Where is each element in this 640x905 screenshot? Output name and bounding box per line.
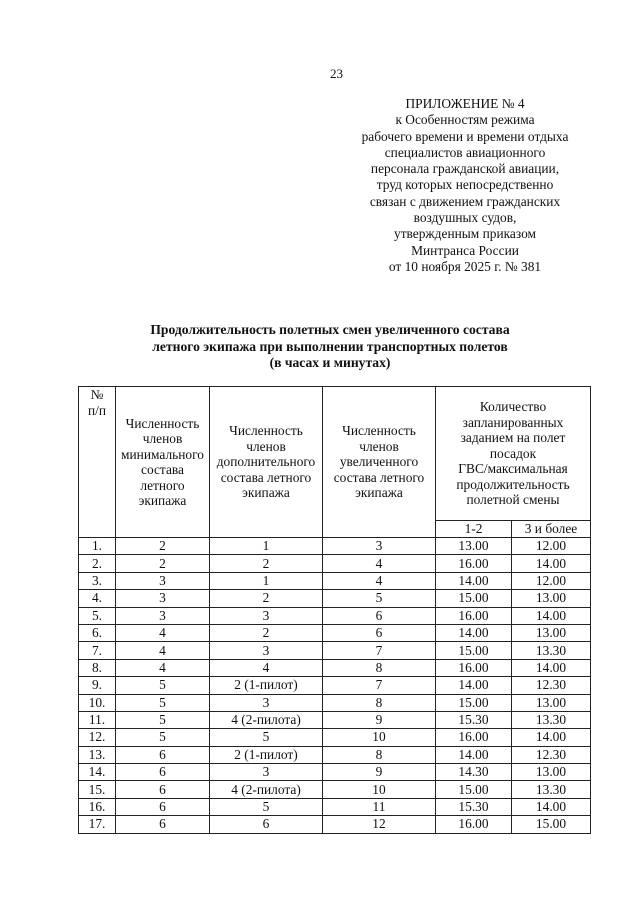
table-row [79, 642, 591, 659]
augmented-crew-cell: 6 [323, 607, 436, 624]
augmented-crew-cell: 9 [323, 711, 436, 728]
duration-3-more-cell: 12.00 [512, 572, 591, 589]
augmented-crew-cell: 11 [323, 798, 436, 815]
page-number: 23 [330, 66, 343, 81]
table-row [79, 607, 591, 624]
duration-1-2-cell: 16.00 [436, 729, 512, 746]
table-row [79, 590, 591, 607]
duration-1-2-cell: 15.00 [436, 694, 512, 711]
table-row [79, 555, 591, 572]
duration-3-more-cell: 14.00 [512, 607, 591, 624]
row-number: 9. [79, 677, 116, 694]
document-title [130, 322, 530, 372]
duration-1-2-cell: 16.00 [436, 659, 512, 676]
duration-3-more-cell: 13.30 [512, 781, 591, 798]
min-crew-cell: 5 [116, 677, 210, 694]
row-number: 8. [79, 659, 116, 676]
additional-crew-cell: 1 [210, 572, 323, 589]
additional-crew-cell: 5 [210, 729, 323, 746]
augmented-crew-cell: 3 [323, 538, 436, 555]
additional-crew-cell: 3 [210, 764, 323, 781]
augmented-crew-cell: 12 [323, 816, 436, 833]
augmented-crew-cell: 7 [323, 677, 436, 694]
additional-crew-cell: 6 [210, 816, 323, 833]
table-row [79, 677, 591, 694]
row-number: 7. [79, 642, 116, 659]
min-crew-cell: 6 [116, 746, 210, 763]
duration-3-more-cell: 12.00 [512, 538, 591, 555]
table-row [79, 798, 591, 815]
augmented-crew-cell: 6 [323, 624, 436, 641]
header-min-crew: Численность членов минимального состава летного экипажа [116, 387, 210, 538]
row-number: 11. [79, 711, 116, 728]
duration-1-2-cell: 16.00 [436, 816, 512, 833]
min-crew-cell: 5 [116, 729, 210, 746]
row-number: 5. [79, 607, 116, 624]
augmented-crew-cell: 8 [323, 746, 436, 763]
min-crew-cell: 4 [116, 624, 210, 641]
additional-crew-cell: 3 [210, 642, 323, 659]
table-row [79, 659, 591, 676]
duration-3-more-cell: 14.00 [512, 729, 591, 746]
min-crew-cell: 6 [116, 816, 210, 833]
duration-3-more-cell: 14.00 [512, 555, 591, 572]
additional-crew-cell: 2 [210, 624, 323, 641]
appendix-line: рабочего времени и времени отдыха [361, 128, 569, 144]
row-number: 1. [79, 538, 116, 555]
additional-crew-cell: 2 (1-пилот) [210, 746, 323, 763]
table-row [79, 764, 591, 781]
duration-1-2-cell: 14.00 [436, 624, 512, 641]
row-number: 17. [79, 816, 116, 833]
min-crew-cell: 4 [116, 642, 210, 659]
min-crew-cell: 2 [116, 555, 210, 572]
appendix-header [350, 96, 580, 275]
appendix-line: связан с движением гражданских [369, 193, 561, 209]
augmented-crew-cell: 4 [323, 572, 436, 589]
additional-crew-cell: 3 [210, 607, 323, 624]
row-number: 6. [79, 624, 116, 641]
table-row [79, 746, 591, 763]
duration-1-2-cell: 16.00 [436, 555, 512, 572]
table-row [79, 729, 591, 746]
additional-crew-cell: 3 [210, 694, 323, 711]
duration-3-more-cell: 13.00 [512, 764, 591, 781]
appendix-line: от 10 ноября 2025 г. № 381 [388, 258, 542, 274]
title-line: летного экипажа при выполнении транспортных полетов [152, 338, 508, 354]
row-number: 3. [79, 572, 116, 589]
table-row [79, 816, 591, 833]
min-crew-cell: 3 [116, 607, 210, 624]
row-number: 15. [79, 781, 116, 798]
header-landings: Количество запланированных заданием на полет посадок ГВС/максимальная продолжительность полетной смены [436, 387, 591, 521]
additional-crew-cell: 4 [210, 659, 323, 676]
duration-3-more-cell: 13.30 [512, 711, 591, 728]
min-crew-cell: 6 [116, 798, 210, 815]
min-crew-cell: 4 [116, 659, 210, 676]
duration-1-2-cell: 16.00 [436, 607, 512, 624]
row-number: 12. [79, 729, 116, 746]
additional-crew-cell: 4 (2-пилота) [210, 781, 323, 798]
min-crew-cell: 6 [116, 781, 210, 798]
augmented-crew-cell: 10 [323, 781, 436, 798]
duration-3-more-cell: 14.00 [512, 659, 591, 676]
augmented-crew-cell: 8 [323, 659, 436, 676]
duration-1-2-cell: 15.00 [436, 642, 512, 659]
duration-3-more-cell: 13.30 [512, 642, 591, 659]
appendix-line: к Особенностям режима [395, 112, 535, 128]
duration-1-2-cell: 15.00 [436, 590, 512, 607]
additional-crew-cell: 5 [210, 798, 323, 815]
min-crew-cell: 2 [116, 538, 210, 555]
augmented-crew-cell: 5 [323, 590, 436, 607]
flight-shift-table [78, 386, 591, 834]
table-row [79, 711, 591, 728]
augmented-crew-cell: 4 [323, 555, 436, 572]
additional-crew-cell: 2 (1-пилот) [210, 677, 323, 694]
row-number: 10. [79, 694, 116, 711]
duration-1-2-cell: 14.00 [436, 677, 512, 694]
duration-3-more-cell: 12.30 [512, 677, 591, 694]
min-crew-cell: 5 [116, 711, 210, 728]
appendix-line: ПРИЛОЖЕНИЕ № 4 [405, 96, 525, 111]
min-crew-cell: 3 [116, 572, 210, 589]
header-augmented-crew: Численность членов увеличенного состава летного экипажа [323, 387, 436, 538]
duration-1-2-cell: 15.00 [436, 781, 512, 798]
appendix-line: персонала гражданской авиации, [370, 161, 560, 177]
appendix-line: Минтранса России [411, 242, 519, 258]
appendix-line: воздушных судов, [413, 210, 517, 226]
augmented-crew-cell: 10 [323, 729, 436, 746]
duration-1-2-cell: 15.30 [436, 798, 512, 815]
duration-3-more-cell: 15.00 [512, 816, 591, 833]
duration-1-2-cell: 14.00 [436, 572, 512, 589]
duration-1-2-cell: 14.00 [436, 746, 512, 763]
table-row [79, 538, 591, 555]
additional-crew-cell: 1 [210, 538, 323, 555]
appendix-line: специалистов авиационного [384, 144, 546, 160]
header-number: № п/п [79, 387, 116, 538]
header-landings-3-more: 3 и более [512, 521, 591, 538]
duration-3-more-cell: 13.00 [512, 624, 591, 641]
duration-1-2-cell: 15.30 [436, 711, 512, 728]
min-crew-cell: 5 [116, 694, 210, 711]
augmented-crew-cell: 9 [323, 764, 436, 781]
table-row [79, 624, 591, 641]
table-row [79, 694, 591, 711]
additional-crew-cell: 2 [210, 590, 323, 607]
additional-crew-cell: 4 (2-пилота) [210, 711, 323, 728]
header-landings-1-2: 1-2 [436, 521, 512, 538]
row-number: 2. [79, 555, 116, 572]
appendix-line: утвержденным приказом [394, 226, 536, 242]
augmented-crew-cell: 8 [323, 694, 436, 711]
row-number: 4. [79, 590, 116, 607]
duration-3-more-cell: 12.30 [512, 746, 591, 763]
duration-3-more-cell: 14.00 [512, 798, 591, 815]
table-row [79, 572, 591, 589]
min-crew-cell: 6 [116, 764, 210, 781]
header-additional-crew: Численность членов дополнительного состава летного экипажа [210, 387, 323, 538]
augmented-crew-cell: 7 [323, 642, 436, 659]
duration-1-2-cell: 13.00 [436, 538, 512, 555]
duration-1-2-cell: 14.30 [436, 764, 512, 781]
appendix-line: труд которых непосредственно [376, 177, 554, 193]
row-number: 14. [79, 764, 116, 781]
additional-crew-cell: 2 [210, 555, 323, 572]
table-row [79, 781, 591, 798]
row-number: 16. [79, 798, 116, 815]
duration-3-more-cell: 13.00 [512, 590, 591, 607]
title-line: (в часах и минутах) [269, 355, 391, 370]
duration-3-more-cell: 13.00 [512, 694, 591, 711]
min-crew-cell: 3 [116, 590, 210, 607]
row-number: 13. [79, 746, 116, 763]
title-line: Продолжительность полетных смен увеличенного состава [150, 322, 510, 337]
